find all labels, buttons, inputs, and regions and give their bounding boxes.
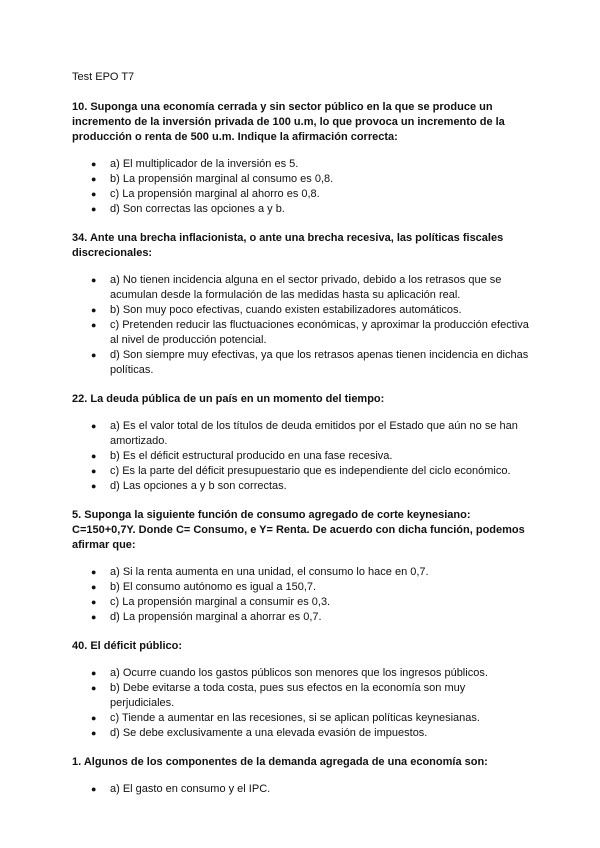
option-a bbox=[91, 273, 532, 303]
question-text: 40. El déficit público: bbox=[72, 640, 183, 652]
option-list bbox=[72, 157, 532, 217]
option-d bbox=[91, 348, 532, 378]
bullet-icon: ● bbox=[91, 683, 97, 693]
bullet-icon: ● bbox=[91, 189, 97, 199]
question-22 bbox=[72, 392, 532, 494]
option-list bbox=[72, 666, 532, 741]
option-text: b) La propensión marginal al consumo es 0,8. bbox=[110, 173, 334, 185]
question-text: 5. Suponga la siguiente función de consumo agregado de corte keynesiano: C=150+0,7Y. Donde C= Consumo, e Y= Renta. De acuerdo con dicha función, podemos afirmar que: bbox=[72, 509, 525, 551]
option-a bbox=[91, 157, 532, 172]
bullet-icon: ● bbox=[91, 481, 97, 491]
question-40 bbox=[72, 639, 532, 741]
option-text: b) El consumo autónomo es igual a 150,7. bbox=[110, 581, 317, 593]
bullet-icon: ● bbox=[91, 713, 97, 723]
bullet-icon: ● bbox=[91, 567, 97, 577]
bullet-icon: ● bbox=[91, 466, 97, 476]
option-b bbox=[91, 303, 532, 318]
option-a bbox=[91, 666, 532, 681]
option-text: a) El multiplicador de la inversión es 5. bbox=[110, 158, 299, 170]
question-text: 22. La deuda pública de un país en un momento del tiempo: bbox=[72, 393, 385, 405]
bullet-icon: ● bbox=[91, 350, 97, 360]
bullet-icon: ● bbox=[91, 305, 97, 315]
option-text: c) La propensión marginal al ahorro es 0,8. bbox=[110, 188, 320, 200]
question-1 bbox=[72, 755, 532, 797]
option-list bbox=[72, 782, 532, 797]
option-b bbox=[91, 172, 532, 187]
bullet-icon: ● bbox=[91, 275, 97, 285]
option-text: b) Es el déficit estructural producido en una fase recesiva. bbox=[110, 450, 393, 462]
bullet-icon: ● bbox=[91, 668, 97, 678]
bullet-icon: ● bbox=[91, 612, 97, 622]
option-text: a) El gasto en consumo y el IPC. bbox=[110, 783, 271, 795]
bullet-icon: ● bbox=[91, 597, 97, 607]
option-text: c) Es la parte del déficit presupuestario que es independiente del ciclo económico. bbox=[110, 465, 511, 477]
option-c bbox=[91, 187, 532, 202]
question-text: 10. Suponga una economía cerrada y sin sector público en la que se produce un incremento de la inversión privada de 100 u.m, lo que provoca un incremento de la producción o renta de 500 u.m. Indique la afirmación correcta: bbox=[72, 101, 505, 143]
option-text: a) Ocurre cuando los gastos públicos son menores que los ingresos públicos. bbox=[110, 667, 488, 679]
bullet-icon: ● bbox=[91, 174, 97, 184]
bullet-icon: ● bbox=[91, 204, 97, 214]
option-a bbox=[91, 565, 532, 580]
option-list bbox=[72, 273, 532, 378]
option-c bbox=[91, 595, 532, 610]
option-c bbox=[91, 318, 532, 348]
option-text: c) Pretenden reducir las fluctuaciones económicas, y aproximar la producción efectiva al nivel de producción potencial. bbox=[110, 319, 529, 346]
option-text: d) Las opciones a y b son correctas. bbox=[110, 480, 287, 492]
question-34 bbox=[72, 231, 532, 378]
bullet-icon: ● bbox=[91, 728, 97, 738]
bullet-icon: ● bbox=[91, 421, 97, 431]
option-text: a) No tienen incidencia alguna en el sector privado, debido a los retrasos que se acumulan desde la formulación de las medidas hasta su aplicación real. bbox=[110, 274, 502, 301]
option-d bbox=[91, 479, 532, 494]
option-d bbox=[91, 726, 532, 741]
option-text: a) Es el valor total de los títulos de deuda emitidos por el Estado que aún no se han amortizado. bbox=[110, 420, 518, 447]
bullet-icon: ● bbox=[91, 451, 97, 461]
bullet-icon: ● bbox=[91, 784, 97, 794]
option-text: a) Si la renta aumenta en una unidad, el consumo lo hace en 0,7. bbox=[110, 566, 429, 578]
document-title: Test EPO T7 bbox=[72, 71, 135, 83]
option-c bbox=[91, 711, 532, 726]
option-text: c) La propensión marginal a consumir es 0,3. bbox=[110, 596, 331, 608]
bullet-icon: ● bbox=[91, 582, 97, 592]
option-d bbox=[91, 202, 532, 217]
option-text: d) Son correctas las opciones a y b. bbox=[110, 203, 285, 215]
option-text: d) Son siempre muy efectivas, ya que los retrasos apenas tienen incidencia en dichas políticas. bbox=[110, 349, 529, 376]
option-c bbox=[91, 464, 532, 479]
bullet-icon: ● bbox=[91, 320, 97, 330]
option-text: b) Son muy poco efectivas, cuando existen estabilizadores automáticos. bbox=[110, 304, 462, 316]
option-b bbox=[91, 449, 532, 464]
option-text: c) Tiende a aumentar en las recesiones, si se aplican políticas keynesianas. bbox=[110, 712, 480, 724]
option-text: b) Debe evitarse a toda costa, pues sus efectos en la economía son muy perjudiciales. bbox=[110, 682, 466, 709]
option-list bbox=[72, 565, 532, 625]
bullet-icon: ● bbox=[91, 159, 97, 169]
option-d bbox=[91, 610, 532, 625]
option-a bbox=[91, 419, 532, 449]
option-b bbox=[91, 580, 532, 595]
question-5 bbox=[72, 508, 532, 625]
document-page bbox=[72, 70, 532, 811]
question-text: 34. Ante una brecha inflacionista, o ante una brecha recesiva, las políticas fiscales discrecionales: bbox=[72, 232, 504, 259]
question-text: 1. Algunos de los componentes de la demanda agregada de una economía son: bbox=[72, 756, 488, 768]
option-a bbox=[91, 782, 532, 797]
option-text: d) Se debe exclusivamente a una elevada evasión de impuestos. bbox=[110, 727, 428, 739]
question-10 bbox=[72, 100, 532, 217]
option-b bbox=[91, 681, 532, 711]
option-list bbox=[72, 419, 532, 494]
option-text: d) La propensión marginal a ahorrar es 0,7. bbox=[110, 611, 322, 623]
